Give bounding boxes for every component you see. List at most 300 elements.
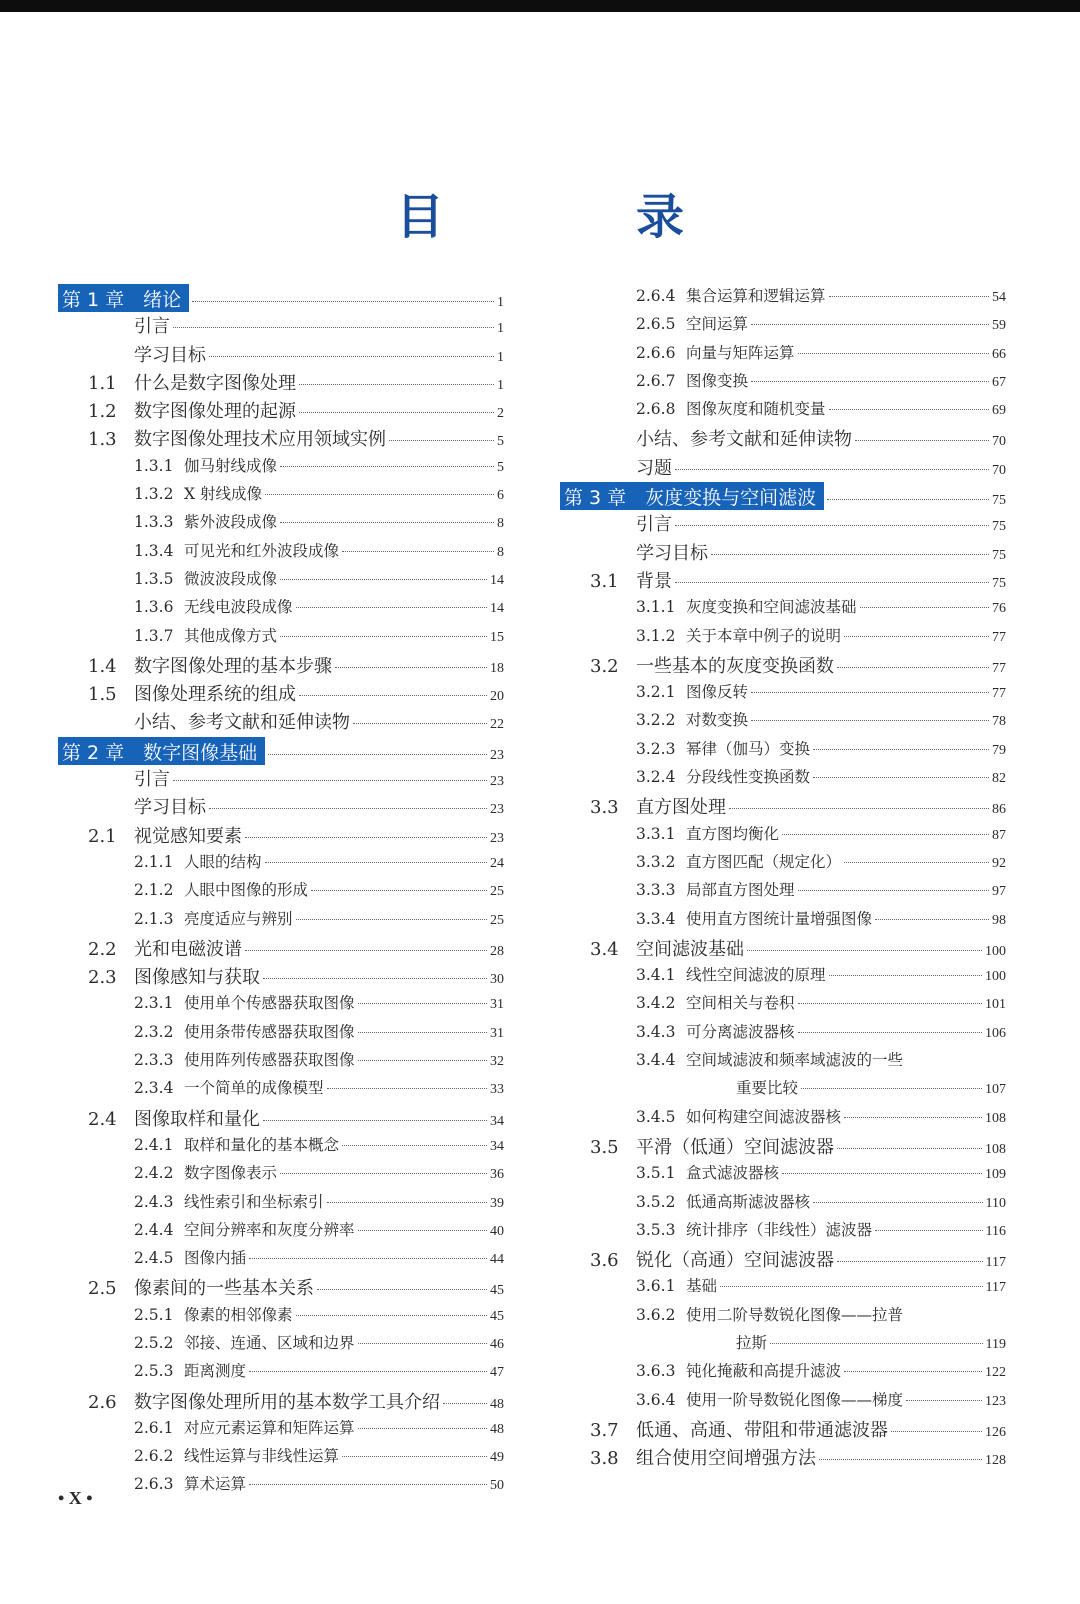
toc-entry-page: 77 [992, 629, 1006, 645]
toc-entry [560, 765, 1006, 793]
toc-entry-page: 86 [992, 802, 1006, 818]
toc-entry-page: 100 [985, 969, 1006, 985]
toc-entry-page: 2 [497, 406, 504, 422]
toc-entry-number: 3.3 [590, 797, 619, 819]
toc-entry-number: 2.3.4 [134, 1079, 174, 1098]
toc-entry-number: 3.8 [590, 1448, 619, 1470]
toc-entry [58, 850, 504, 878]
dot-leader [280, 579, 487, 580]
dot-leader [729, 808, 989, 809]
toc-entry-page: 6 [497, 488, 504, 504]
toc-entry-number: 3.4.1 [636, 966, 676, 985]
toc-entry-title: 像素的相邻像素 [184, 1305, 293, 1324]
toc-entry [58, 935, 504, 963]
dot-leader [263, 978, 487, 979]
toc-entry [560, 1048, 1006, 1076]
dot-leader [813, 1202, 983, 1203]
toc-entry [58, 1388, 504, 1416]
toc-entry-page: 49 [490, 1450, 504, 1466]
toc-right-column [560, 284, 1006, 1472]
toc-entry-page: 15 [490, 629, 504, 645]
toc-entry-title: 无线电波段成像 [184, 598, 293, 617]
toc-entry-number: 3.2 [590, 655, 619, 677]
toc-entry [58, 567, 504, 595]
toc-entry-page: 14 [490, 572, 504, 588]
toc-entry [560, 454, 1006, 482]
toc-entry-title: 光和电磁波谱 [134, 938, 242, 960]
toc-entry [58, 369, 504, 397]
toc-entry [58, 1218, 504, 1246]
toc-entry-title: 线性索引和坐标索引 [184, 1192, 324, 1211]
toc-entry-number: 2.5.2 [134, 1333, 174, 1352]
dot-leader [782, 834, 989, 835]
toc-entry-number: 1.3.7 [134, 626, 174, 645]
dot-leader [296, 919, 487, 920]
toc-entry-page: 32 [490, 1054, 504, 1070]
dot-leader [844, 636, 989, 637]
toc-entry [58, 1246, 504, 1274]
toc-entry-number: 1.3 [88, 429, 117, 451]
dot-leader [245, 950, 487, 951]
toc-entry-number: 3.4.4 [636, 1051, 676, 1070]
toc-entry [58, 341, 504, 369]
dot-leader [358, 1428, 487, 1429]
toc-entry [560, 1076, 1006, 1104]
dot-leader [747, 950, 982, 951]
dot-leader [335, 667, 487, 668]
toc-entry-title: 局部直方图处理 [686, 881, 795, 900]
toc-entry [58, 680, 504, 708]
toc-entry-number: 2.4.4 [134, 1220, 174, 1239]
toc-entry-title: 亮度适应与辨别 [184, 909, 293, 928]
toc-entry [58, 510, 504, 538]
toc-entry [58, 822, 504, 850]
dot-leader [798, 890, 989, 891]
toc-entry-page: 8 [497, 544, 504, 560]
toc-entry-number: 3.5 [590, 1136, 619, 1158]
dot-leader [209, 356, 494, 357]
toc-entry-page: 82 [992, 771, 1006, 787]
toc-entry [58, 907, 504, 935]
toc-entry [58, 595, 504, 623]
toc-entry-page: 23 [490, 802, 504, 818]
toc-entry-title: 小结、参考文献和延伸读物 [134, 712, 350, 734]
toc-entry-page: 31 [490, 1025, 504, 1041]
toc-entry-title: 伽马射线成像 [184, 456, 278, 475]
toc-entry [58, 624, 504, 652]
toc-entry-title: 图像处理系统的组成 [134, 684, 296, 706]
toc-entry [560, 708, 1006, 736]
dot-leader [389, 440, 494, 441]
dot-leader [327, 1202, 487, 1203]
dot-leader [296, 1315, 487, 1316]
dot-leader [906, 1400, 982, 1401]
dot-leader [358, 1003, 487, 1004]
toc-entry-number: 1.3.4 [134, 541, 174, 560]
toc-entry-number: 3.1.1 [636, 598, 676, 617]
toc-entry [58, 1105, 504, 1133]
toc-entry [560, 1388, 1006, 1416]
toc-entry-page: 34 [490, 1113, 504, 1129]
toc-entry-title: 空间相关与卷积 [686, 994, 795, 1013]
toc-entry [58, 1472, 504, 1500]
toc-entry-page: 1 [497, 321, 504, 337]
dot-leader [844, 1117, 982, 1118]
toc-entry-title: 一个简单的成像模型 [184, 1079, 324, 1098]
toc-entry-page: 33 [490, 1082, 504, 1098]
toc-entry [560, 1020, 1006, 1048]
toc-chapter-entry [58, 284, 504, 312]
toc-entry [560, 539, 1006, 567]
toc-entry [58, 539, 504, 567]
dot-leader [782, 1173, 982, 1174]
toc-entry-page: 110 [985, 1195, 1006, 1211]
toc-entry [560, 1274, 1006, 1302]
toc-entry-page: 28 [490, 943, 504, 959]
dot-leader [342, 551, 494, 552]
toc-entry-title: 什么是数字图像处理 [134, 372, 296, 394]
toc-entry-number: 3.7 [590, 1419, 619, 1441]
toc-entry-title: 关于本章中例子的说明 [686, 626, 842, 645]
dot-leader [827, 499, 989, 500]
toc-entry [58, 1048, 504, 1076]
dot-leader [173, 327, 494, 328]
toc-entry-number: 2.6.6 [636, 343, 676, 362]
toc-entry-page: 70 [992, 434, 1006, 450]
toc-entry-title: 微波波段成像 [184, 569, 278, 588]
dot-leader [358, 1032, 487, 1033]
dot-leader [299, 384, 494, 385]
toc-entry-page: 1 [497, 349, 504, 365]
toc-entry-number: 1.3.5 [134, 569, 174, 588]
page-title: 目 录 [395, 189, 756, 245]
toc-entry-page: 75 [992, 575, 1006, 591]
toc-entry-title: 可分离滤波器核 [686, 1022, 795, 1041]
toc-entry-number: 2.6.1 [134, 1418, 174, 1437]
toc-entry [560, 991, 1006, 1019]
toc-entry [560, 369, 1006, 397]
toc-entry-title: 图像反转 [686, 683, 749, 702]
toc-entry-title: 取样和量化的基本概念 [184, 1135, 340, 1154]
toc-entry-title: 引言 [134, 769, 170, 791]
toc-entry [58, 793, 504, 821]
dot-leader [342, 1456, 487, 1457]
toc-entry-number: 2.3.3 [134, 1051, 174, 1070]
toc-entry-title: 对应元素运算和矩阵运算 [184, 1418, 355, 1437]
dot-leader [192, 301, 494, 302]
toc-entry-page: 34 [490, 1138, 504, 1154]
toc-entry-title: 使用一阶导数锐化图像——梯度 [686, 1390, 904, 1409]
dot-leader [265, 862, 487, 863]
toc-entry-page: 77 [992, 686, 1006, 702]
dot-leader [837, 1148, 982, 1149]
toc-entry [560, 793, 1006, 821]
toc-entry-page: 79 [992, 742, 1006, 758]
toc-entry-number: 2.6.5 [636, 315, 676, 334]
dot-leader [751, 692, 989, 693]
toc-entry-page: 66 [992, 346, 1006, 362]
toc-entry [560, 1359, 1006, 1387]
toc-entry-number: 1.1 [88, 372, 117, 394]
dot-leader [327, 1088, 487, 1089]
toc-entry-title: 图像取样和量化 [134, 1108, 260, 1130]
toc-entry-title: 紫外波段成像 [184, 513, 278, 532]
toc-entry-number: 2.6.4 [636, 287, 676, 305]
toc-entry-page: 25 [490, 884, 504, 900]
toc-entry-title: 向量与矩阵运算 [686, 343, 795, 362]
dot-leader [675, 469, 989, 470]
toc-entry [560, 1190, 1006, 1218]
toc-entry-title: 第 3 章 灰度变换与空间滤波 [560, 482, 824, 510]
dot-leader [798, 353, 989, 354]
toc-entry [58, 878, 504, 906]
toc-entry [58, 963, 504, 991]
toc-entry [560, 1133, 1006, 1161]
toc-entry-page: 54 [992, 290, 1006, 305]
toc-entry-title: 直方图均衡化 [686, 824, 780, 843]
toc-entry [58, 397, 504, 425]
dot-leader [751, 720, 989, 721]
toc-entry-title: 其他成像方式 [184, 626, 278, 645]
toc-entry-page: 98 [992, 912, 1006, 928]
toc-entry [560, 652, 1006, 680]
toc-entry [58, 482, 504, 510]
toc-entry [560, 680, 1006, 708]
toc-entry-title: 人眼中图像的形成 [184, 881, 309, 900]
toc-entry-page: 117 [985, 1280, 1006, 1296]
dot-leader [829, 975, 982, 976]
dot-leader [173, 780, 487, 781]
toc-entry-title: 对数变换 [686, 711, 749, 730]
toc-entry-page: 20 [490, 689, 504, 705]
toc-entry-number: 1.2 [88, 401, 117, 423]
toc-entry-title: 习题 [636, 457, 672, 479]
toc-entry-number: 2.3.2 [134, 1022, 174, 1041]
toc-entry-title: 一些基本的灰度变换函数 [636, 655, 834, 677]
toc-entry-page: 36 [490, 1167, 504, 1183]
toc-entry [560, 1303, 1006, 1331]
toc-entry [560, 1105, 1006, 1133]
toc-entry-number: 3.2.2 [636, 711, 676, 730]
toc-entry-page: 46 [490, 1336, 504, 1352]
toc-entry-number: 2.4.2 [134, 1164, 174, 1183]
toc-entry-number: 3.1.2 [636, 626, 676, 645]
toc-entry-number: 2.5.3 [134, 1362, 174, 1381]
toc-entry-title: 学习目标 [134, 344, 206, 366]
toc-entry [560, 1416, 1006, 1444]
toc-entry-page: 44 [490, 1252, 504, 1268]
toc-entry-page: 24 [490, 855, 504, 871]
toc-entry-page: 101 [985, 997, 1006, 1013]
toc-entry [560, 312, 1006, 340]
dot-leader [263, 1120, 487, 1121]
toc-entry-title: 背景 [636, 570, 672, 592]
toc-entry [560, 624, 1006, 652]
toc-entry-number: 2.1 [88, 825, 117, 847]
toc-entry-number: 3.4.5 [636, 1107, 676, 1126]
dot-leader [280, 466, 494, 467]
toc-entry-number: 3.3.2 [636, 852, 676, 871]
dot-leader [798, 1003, 982, 1004]
toc-entry [58, 454, 504, 482]
dot-leader [860, 607, 989, 608]
toc-entry-page: 59 [992, 318, 1006, 334]
toc-entry [560, 850, 1006, 878]
toc-entry-title: 使用单个传感器获取图像 [184, 994, 355, 1013]
toc-entry-title: 盒式滤波器核 [686, 1164, 780, 1183]
toc-entry-page: 70 [992, 462, 1006, 478]
toc-entry [560, 737, 1006, 765]
toc-entry-title: 图像内插 [184, 1249, 247, 1268]
toc-entry-number: 3.5.1 [636, 1164, 676, 1183]
dot-leader [280, 636, 487, 637]
toc-entry-title: 锐化（高通）空间滤波器 [636, 1250, 834, 1272]
toc-entry-number: 3.4 [590, 938, 619, 960]
toc-entry-title: 第 2 章 数字图像基础 [58, 737, 265, 765]
toc-entry-page: 108 [985, 1141, 1006, 1157]
toc-entry-title: 图像感知与获取 [134, 967, 260, 989]
toc-entry-page: 31 [490, 997, 504, 1013]
toc-entry-page: 8 [497, 516, 504, 532]
dot-leader [311, 890, 487, 891]
dot-leader [280, 1173, 487, 1174]
toc-entry-title: 低通高斯滤波器核 [686, 1192, 811, 1211]
toc-entry-page: 78 [992, 714, 1006, 730]
toc-entry-page: 97 [992, 884, 1006, 900]
dot-leader [280, 522, 494, 523]
toc-entry-title: 重要比较 [736, 1079, 799, 1098]
toc-entry [560, 822, 1006, 850]
toc-entry-title: 引言 [134, 316, 170, 338]
toc-entry [560, 425, 1006, 453]
toc-entry-title: 分段线性变换函数 [686, 768, 811, 787]
dot-leader [249, 1484, 487, 1485]
dot-leader [268, 754, 487, 755]
toc-entry-title: 视觉感知要素 [134, 825, 242, 847]
dot-leader [829, 409, 989, 410]
toc-entry-number: 2.4.5 [134, 1249, 174, 1268]
toc-entry-number: 2.1.3 [134, 909, 174, 928]
dot-leader [837, 667, 989, 668]
dot-leader [751, 324, 989, 325]
toc-entry-title: 低通、高通、带阻和带通滤波器 [636, 1419, 888, 1441]
toc-entry-title: 小结、参考文献和延伸读物 [636, 429, 852, 451]
toc-entry-number: 1.3.3 [134, 513, 174, 532]
toc-entry [58, 1274, 504, 1302]
toc-entry-page: 107 [985, 1082, 1006, 1098]
toc-chapter-entry [560, 482, 1006, 510]
toc-entry-number: 2.3.1 [134, 994, 174, 1013]
toc-entry-number: 3.6.4 [636, 1390, 676, 1409]
toc-entry-title: 引言 [636, 514, 672, 536]
dot-leader [299, 412, 494, 413]
toc-entry [58, 765, 504, 793]
toc-entry [58, 1359, 504, 1387]
dot-leader [875, 919, 989, 920]
toc-entry-page: 100 [985, 943, 1006, 959]
toc-entry [560, 878, 1006, 906]
dot-leader [443, 1403, 487, 1404]
toc-entry-title: 邻接、连通、区域和边界 [184, 1333, 355, 1352]
toc-entry-page: 76 [992, 601, 1006, 617]
toc-entry-page: 1 [497, 295, 504, 310]
toc-entry-number: 2.6.8 [636, 400, 676, 419]
toc-entry-title: 数字图像处理的起源 [134, 401, 296, 423]
toc-entry-number: 3.6.3 [636, 1362, 676, 1381]
toc-entry-title: 使用二阶导数锐化图像——拉普 [686, 1305, 904, 1324]
toc-entry-title: 统计排序（非线性）滤波器 [686, 1220, 873, 1239]
dot-leader [720, 1286, 983, 1287]
dot-leader [891, 1431, 982, 1432]
toc-entry-page: 39 [490, 1195, 504, 1211]
toc-entry [560, 1218, 1006, 1246]
toc-entry-title: 空间分辨率和灰度分辨率 [184, 1220, 355, 1239]
dot-leader [245, 837, 487, 838]
toc-entry-title: 使用阵列传感器获取图像 [184, 1051, 355, 1070]
toc-entry-title: 使用直方图统计量增强图像 [686, 909, 873, 928]
dot-leader [844, 862, 989, 863]
toc-entry-title: 线性空间滤波的原理 [686, 966, 826, 985]
toc-entry [560, 963, 1006, 991]
toc-entry-page: 50 [490, 1478, 504, 1494]
dot-leader [711, 554, 989, 555]
toc-entry-title: 组合使用空间增强方法 [636, 1448, 816, 1470]
toc-entry-number: 2.5.1 [134, 1305, 174, 1324]
dot-leader [837, 1261, 983, 1262]
toc-entry-title: 学习目标 [636, 542, 708, 564]
toc-entry-title: 人眼的结构 [184, 852, 262, 871]
toc-entry-title: 算术运算 [184, 1475, 247, 1494]
toc-entry-page: 23 [490, 747, 504, 763]
toc-entry-number: 1.5 [88, 684, 117, 706]
toc-entry-title: 第 1 章 绪论 [58, 284, 189, 312]
toc-entry-page: 18 [490, 660, 504, 676]
toc-entry-page: 22 [490, 717, 504, 733]
toc-entry-page: 75 [992, 493, 1006, 509]
dot-leader [358, 1343, 487, 1344]
toc-entry-title: 使用条带传感器获取图像 [184, 1022, 355, 1041]
toc-entry [58, 1331, 504, 1359]
dot-leader [296, 607, 487, 608]
toc-entry [58, 1076, 504, 1104]
toc-entry [58, 1444, 504, 1472]
toc-entry-number: 3.1 [590, 570, 619, 592]
toc-entry-number: 3.6.1 [636, 1277, 676, 1296]
toc-entry [58, 1020, 504, 1048]
toc-entry-page: 75 [992, 519, 1006, 535]
toc-entry-title: 距离测度 [184, 1362, 247, 1381]
dot-leader [209, 808, 487, 809]
toc-entry-page: 75 [992, 547, 1006, 563]
toc-entry-title: 基础 [686, 1277, 718, 1296]
dot-leader [675, 582, 989, 583]
toc-entry-page: 119 [985, 1336, 1006, 1352]
toc-entry [58, 652, 504, 680]
toc-entry-page: 23 [490, 830, 504, 846]
toc-entry-number: 2.5 [88, 1278, 117, 1300]
toc-entry-page: 14 [490, 601, 504, 617]
toc-entry-number: 2.6.2 [134, 1447, 174, 1466]
toc-entry [560, 284, 1006, 312]
toc-entry-title: 空间域滤波和频率域滤波的一些 [686, 1051, 904, 1070]
toc-entry-title: 数字图像表示 [184, 1164, 278, 1183]
toc-entry-page: 48 [490, 1396, 504, 1412]
dot-leader [249, 1371, 487, 1372]
toc-entry-page: 87 [992, 827, 1006, 843]
toc-entry-number: 2.6.3 [134, 1475, 174, 1494]
dot-leader [353, 723, 487, 724]
toc-entry-number: 3.5.3 [636, 1220, 676, 1239]
